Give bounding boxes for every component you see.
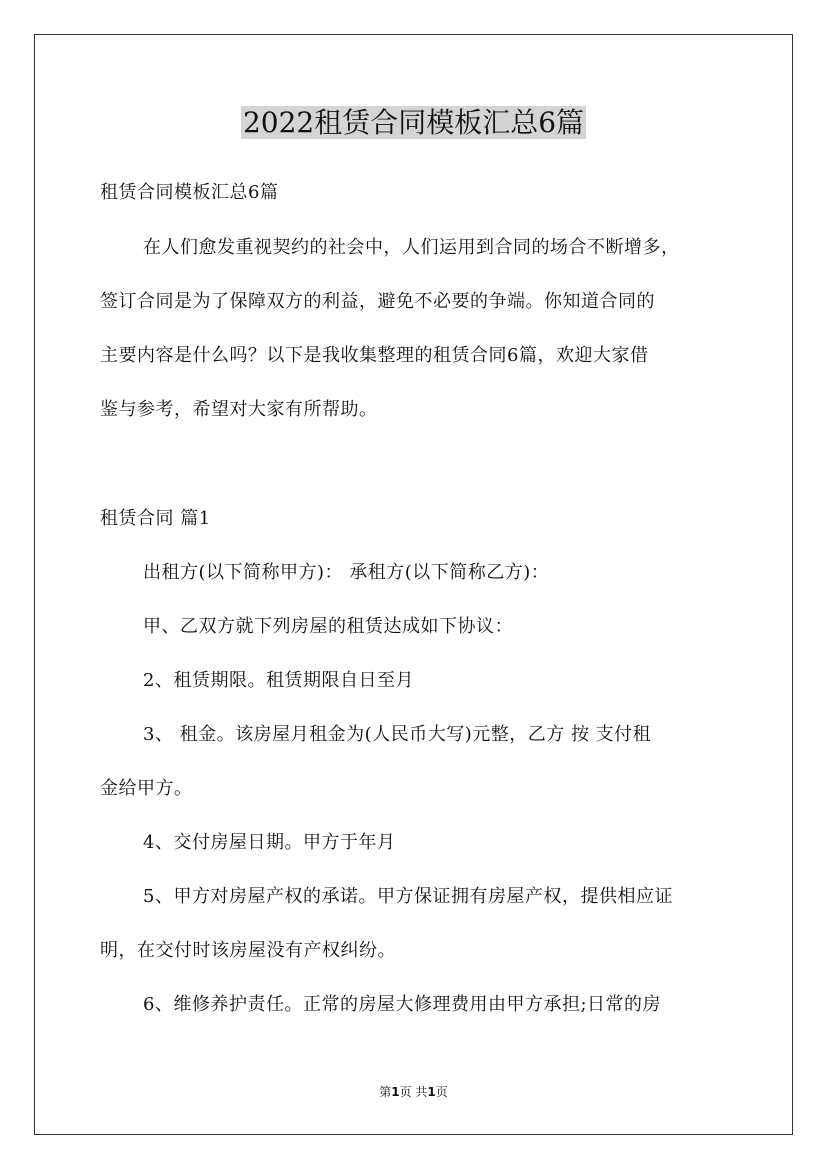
section-heading: 租赁合同 篇1 <box>100 508 211 529</box>
footer-page-prefix: 第 <box>379 1085 392 1099</box>
intro-line-4: 鉴与参考，希望对大家有所帮助。 <box>100 399 378 420</box>
footer-page-total: 1 <box>427 1085 436 1099</box>
clause-5-line-1: 5、甲方对房屋产权的承诺。甲方保证拥有房屋产权，提供相应证 <box>143 886 673 907</box>
clause-3-line-1: 3、 租金。该房屋月租金为(人民币大写)元整，乙方 按 支付租 <box>143 724 652 745</box>
clause-2: 2、租赁期限。租赁期限自日至月 <box>143 670 414 691</box>
document-title-text: 2022租赁合同模板汇总6篇 <box>242 106 585 139</box>
document-title <box>0 103 827 143</box>
intro-line-2: 签订合同是为了保障双方的利益，避免不必要的争端。你知道合同的 <box>100 291 655 312</box>
clause-4: 4、交付房屋日期。甲方于年月 <box>143 832 396 853</box>
footer-page-suffix: 页 <box>435 1085 448 1099</box>
clause-6-line-1: 6、维修养护责任。正常的房屋大修理费用由甲方承担;日常的房 <box>143 994 662 1015</box>
agreement-line: 甲、乙双方就下列房屋的租赁达成如下协议： <box>143 616 513 637</box>
intro-line-3: 主要内容是什么吗？以下是我收集整理的租赁合同6篇，欢迎大家借 <box>100 345 649 366</box>
intro-line-1: 在人们愈发重视契约的社会中，人们运用到合同的场合不断增多， <box>143 237 680 258</box>
clause-3-line-2: 金给甲方。 <box>100 778 193 799</box>
document-subtitle: 租赁合同模板汇总6篇 <box>100 182 279 203</box>
footer-page-number: 1 <box>391 1085 400 1099</box>
page-footer <box>0 1084 827 1100</box>
parties-line: 出租方(以下简称甲方)： 承租方(以下简称乙方)： <box>143 562 550 583</box>
clause-5-line-2: 明，在交付时该房屋没有产权纠纷。 <box>100 940 396 961</box>
footer-page-mid: 页 共 <box>399 1085 428 1099</box>
